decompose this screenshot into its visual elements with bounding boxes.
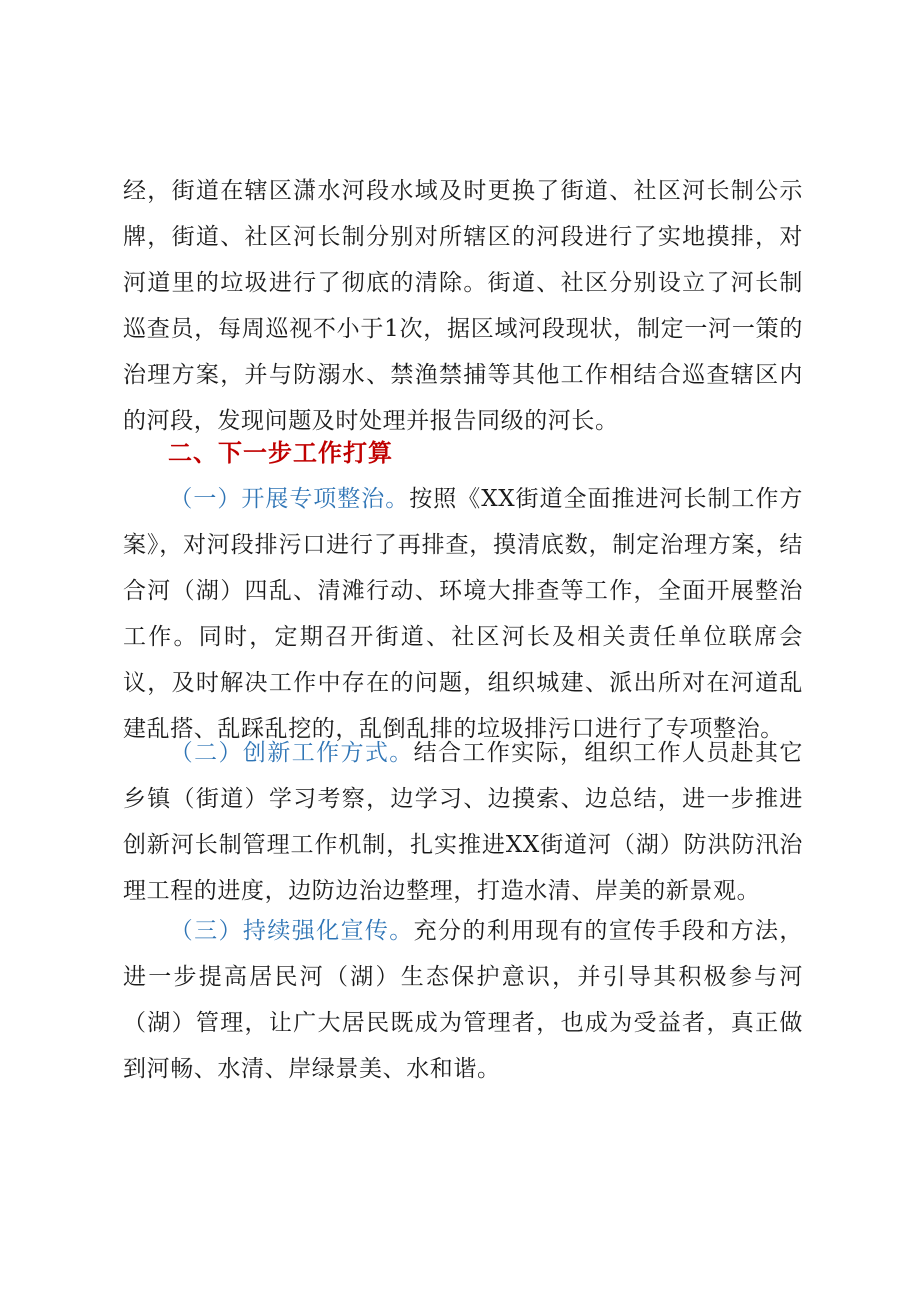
paragraph-continuation: 经，街道在辖区潇水河段水域及时更换了街道、社区河长制公示牌，街道、社区河长制分别对所辖区的河段进行了实地摸排，对河道里的垃圾进行了彻底的清除。街道、社区分别设立了河长制巡查员，每周巡视不小于1次，据区域河段现状，制定一河一策的治理方案，并与防溺水、禁渔禁捕等其他工作相结合巡查辖区内的河段，发现问题及时处理并报告同级的河长。 bbox=[123, 178, 803, 434]
item-paragraph-2 bbox=[123, 730, 803, 914]
item-paragraph-1 bbox=[123, 476, 803, 752]
item-title-1: （一）开展专项整治。 bbox=[169, 486, 410, 512]
section-heading: 二、下一步工作打算 bbox=[168, 439, 393, 467]
item-title-2: （二）创新工作方式。 bbox=[169, 740, 414, 766]
item-paragraph-3 bbox=[123, 908, 803, 1092]
item-text-2: 结合工作实际，组织工作人员赴其它乡镇（街道）学习考察，边学习、边摸索、边总结，进一步推进创新河长制管理工作机制，扎实推进XX街道河（湖）防洪防汛治理工程的进度，边防边治边整理，打造水清、岸美的新景观。 bbox=[123, 740, 804, 904]
item-title-3: （三）持续强化宣传。 bbox=[169, 918, 414, 944]
item-text-1: 按照《XX街道全面推进河长制工作方案》，对河段排污口进行了再排查，摸清底数，制定治理方案，结合河（湖）四乱、清滩行动、环境大排查等工作，全面开展整治工作。同时，定期召开街道、社区河长及相关责任单位联席会议，及时解决工作中存在的问题，组织城建、派出所对在河道乱建乱搭、乱踩乱挖的，乱倒乱排的垃圾排污口进行了专项整治。 bbox=[123, 486, 804, 742]
item-text-3: 充分的利用现有的宣传手段和方法，进一步提高居民河（湖）生态保护意识，并引导其积极参与河（湖）管理，让广大居民既成为管理者，也成为受益者，真正做到河畅、水清、岸绿景美、水和谐。 bbox=[123, 918, 804, 1082]
